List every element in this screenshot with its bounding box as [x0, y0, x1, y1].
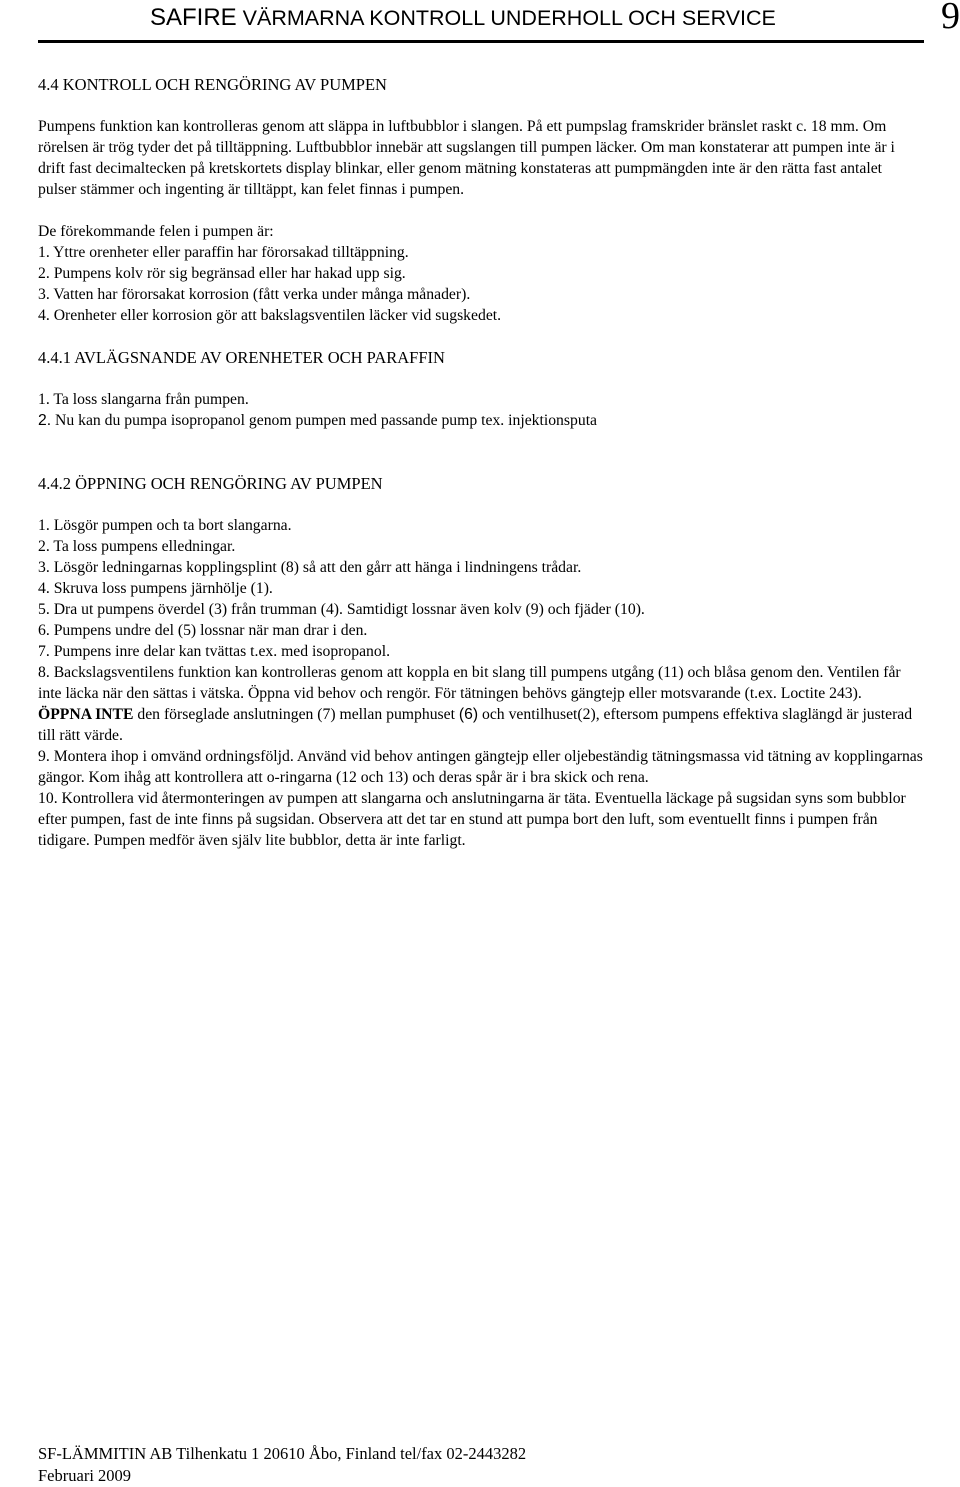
footer-date: Februari 2009 [38, 1466, 132, 1485]
header-title-brand: SAFIRE [150, 4, 237, 31]
section-4-4-1-step [38, 410, 924, 431]
section-4-4-2-step: 9. Montera ihop i omvänd ordningsföljd. Använd vid behov antingen gängtejp eller oljebeständig tätningsmassa vid tätning av kopplingarnas gängor. Kom ihåg att kontrollera att o-ringarna (12 och 13) och deras spår är i bra skick och rena. [38, 748, 923, 786]
fault-item: 1. Yttre orenheter eller paraffin har förorsakad tilltäppning. [38, 244, 409, 261]
header-title [150, 4, 776, 32]
fault-item: 3. Vatten har förorsakat korrosion (fått verka under många månader). [38, 286, 471, 303]
warning-text: och ventilhuset(2), eftersom pumpens effektiva slaglängd är justerad till rätt värde. [38, 706, 913, 744]
section-4-4-2-step: 3. Lösgör ledningarnas kopplingsplint (8) så att den gårr att hänga i lindningens trådar. [38, 559, 582, 576]
warning-note [38, 704, 924, 746]
section-4-4-2-step: 1. Lösgör pumpen och ta bort slangarna. [38, 517, 292, 534]
section-4-4-2-heading: 4.4.2 ÖPPNING OCH RENGÖRING AV PUMPEN [38, 474, 383, 493]
section-4-4-2-step: 7. Pumpens inre delar kan tvättas t.ex. med isopropanol. [38, 643, 391, 660]
section-4-4-1-step: 1. Ta loss slangarna från pumpen. [38, 391, 249, 408]
section-4-4-2-step: 10. Kontrollera vid återmonteringen av pumpen att slangarna och anslutningarna är täta. Eventuella läckage på sugsidan syns som bubblor efter pumpen, fast de inte finns på sugsidan. Observera att det tar en stund att pumpa bort den luft, som eventuellt finns i pumpen från tidigare. Pumpen medför även själv lite bubblor, detta är inte farligt. [38, 790, 906, 849]
section-4-4-2-step: 8. Backslagsventilens funktion kan kontrolleras genom att koppla en bit slang till pumpens utgång (11) och blåsa genom den. Ventilen får inte läcka när den sättas i vätska. Öppna vid behov och rengör. För tätningen behövs gängtejp eller motsvarande (t.ex. Loctite 243). [38, 664, 901, 702]
warning-text: den förseglade anslutningen (7) mellan pumphuset [133, 706, 459, 723]
footer-address: SF-LÄMMITIN AB Tilhenkatu 1 20610 Åbo, Finland tel/fax 02-2443282 [38, 1444, 527, 1463]
faults-title: De förekommande felen i pumpen är: [38, 223, 274, 240]
step-number: 2. [38, 412, 52, 429]
section-4-4-intro: Pumpens funktion kan kontrolleras genom att släppa in luftbubblor i slangen. På ett pumpslag framskrider bränslet raskt c. 18 mm. Om rörelsen är trög tyder det på tilltäppning. Luftbubblor innebär att sugslangen till pumpen läcker. Om man konstaterar att pumpen inte är i drift fast decimaltecken på kretskortets display blinkar, eller genom mätning konstateras att pumpmängden inte är den rätta fast antalet pulser stämmer och ingenting är tilltäppt, kan felet finnas i pumpen. [38, 118, 895, 198]
page-number: 9 [941, 0, 960, 37]
page-content [38, 74, 924, 851]
page-header [38, 0, 960, 43]
section-4-4-2-step: 5. Dra ut pumpens överdel (3) från trumman (4). Samtidigt lossnar även kolv (9) och fjäder (10). [38, 601, 645, 618]
page-footer [38, 1443, 526, 1487]
section-4-4-2-step: 6. Pumpens undre del (5) lossnar när man drar i den. [38, 622, 368, 639]
warning-number: (6) [458, 706, 479, 723]
warning-bold: ÖPPNA INTE [38, 706, 134, 723]
fault-item: 2. Pumpens kolv rör sig begränsad eller har hakad upp sig. [38, 265, 406, 282]
section-4-4-1-heading: 4.4.1 AVLÄGSNANDE AV ORENHETER OCH PARAFFIN [38, 348, 445, 367]
section-4-4-2-step: 4. Skruva loss pumpens järnhölje (1). [38, 580, 273, 597]
fault-item: 4. Orenheter eller korrosion gör att bakslagsventilen läcker vid sugskedet. [38, 307, 502, 324]
step-text: Nu kan du pumpa isopropanol genom pumpen med passande pump tex. injektionsputa [51, 412, 598, 429]
section-4-4-heading: 4.4 KONTROLL OCH RENGÖRING AV PUMPEN [38, 75, 387, 94]
header-title-rest: VÄRMARNA KONTROLL UNDERHOLL OCH SERVICE [236, 6, 776, 30]
section-4-4-2-step: 2. Ta loss pumpens elledningar. [38, 538, 236, 555]
